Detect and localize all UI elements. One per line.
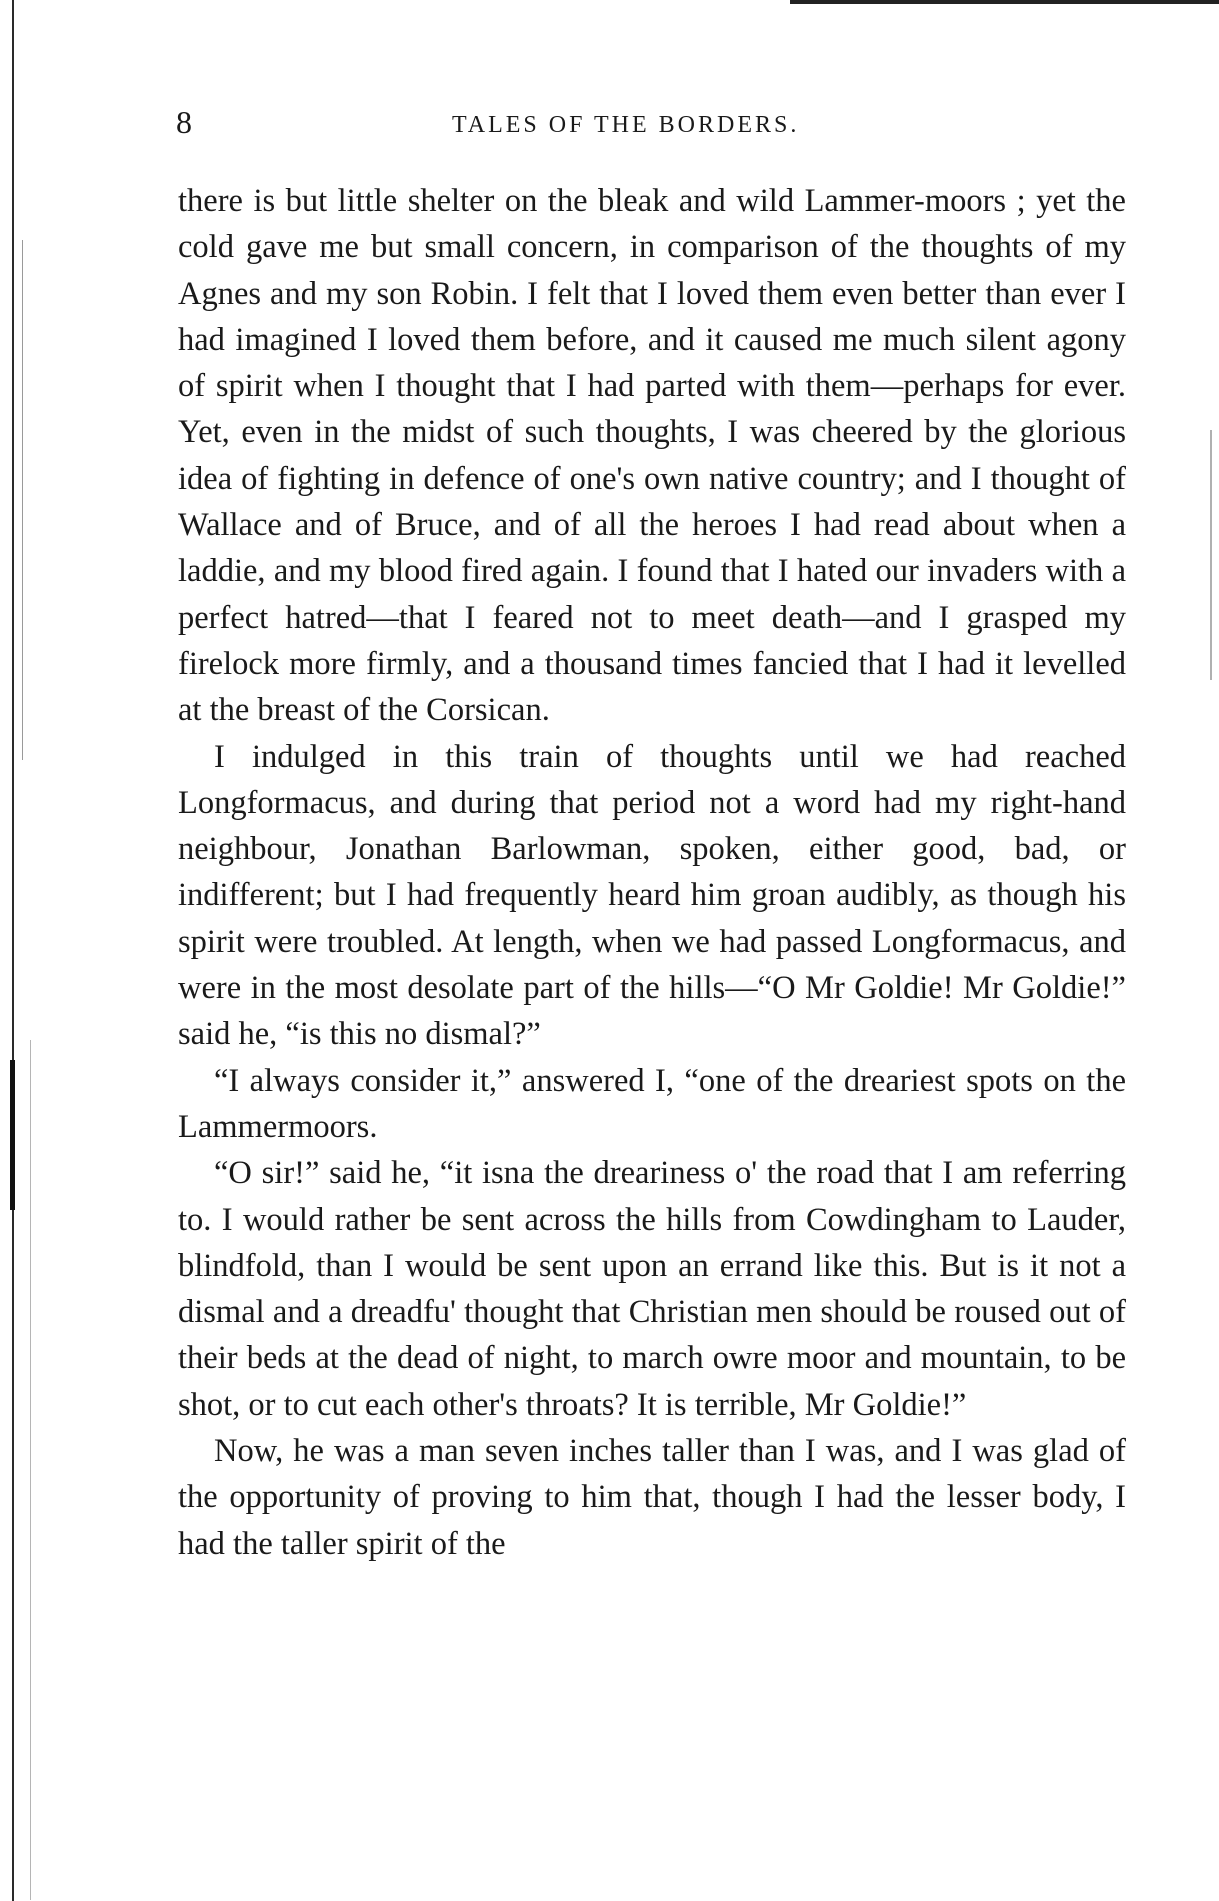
paragraph-4: “O sir!” said he, “it isna the dreariness o' the road that I am referring to. I would rather be sent across the hills from Cowdingham to Lauder, blindfold, than I would be sent upon an errand like this. But is it not a dismal and a dreadfu' thought that Christian men should be roused out of their beds at the dead of night, to march owre moor and mountain, to be shot, or to cut each other's throats? It is terrible, Mr Goldie!” [178, 1155, 1126, 1423]
paragraph-2: I indulged in this train of thoughts until we had reached Longformacus, and during that period not a word had my right-hand neighbour, Jonathan Barlowman, spoken, either good, bad, or indifferent; but I had frequently heard him groan audibly, as though his spirit were troubled. At length, when we had passed Longformacus, and were in the most desolate part of the hills—“O Mr Goldie! Mr Goldie!” said he, “is this no dismal?” [178, 738, 1126, 1053]
page-number: 8 [176, 104, 192, 140]
body-text [178, 178, 1126, 1567]
paragraph-1: there is but little shelter on the bleak and wild Lammer-moors ; yet the cold gave me but small concern, in comparison of the thoughts of my Agnes and my son Robin. I felt that I loved them even better than ever I had imagined I loved them before, and it caused me much silent agony of spirit when I thought that I had parted with them—perhaps for ever. Yet, even in the midst of such thoughts, I was cheered by the glorious idea of fighting in defence of one's own native country; and I thought of Wallace and of Bruce, and of all the heroes I had read about when a laddie, and my blood fired again. I found that I hated our invaders with a perfect hatred—that I feared not to meet death—and I grasped my firelock more firmly, and a thousand times fancied that I had it levelled at the breast of the Corsican. [178, 183, 1126, 729]
paragraph-5: Now, he was a man seven inches taller than I was, and I was glad of the opportunity of proving to him that, though I had the lesser body, I had the taller spirit of the [178, 1433, 1126, 1562]
running-title: TALES OF THE BORDERS. [452, 112, 800, 138]
paragraph-3: “I always consider it,” answered I, “one of the dreariest spots on the Lammermoors. [178, 1062, 1126, 1145]
